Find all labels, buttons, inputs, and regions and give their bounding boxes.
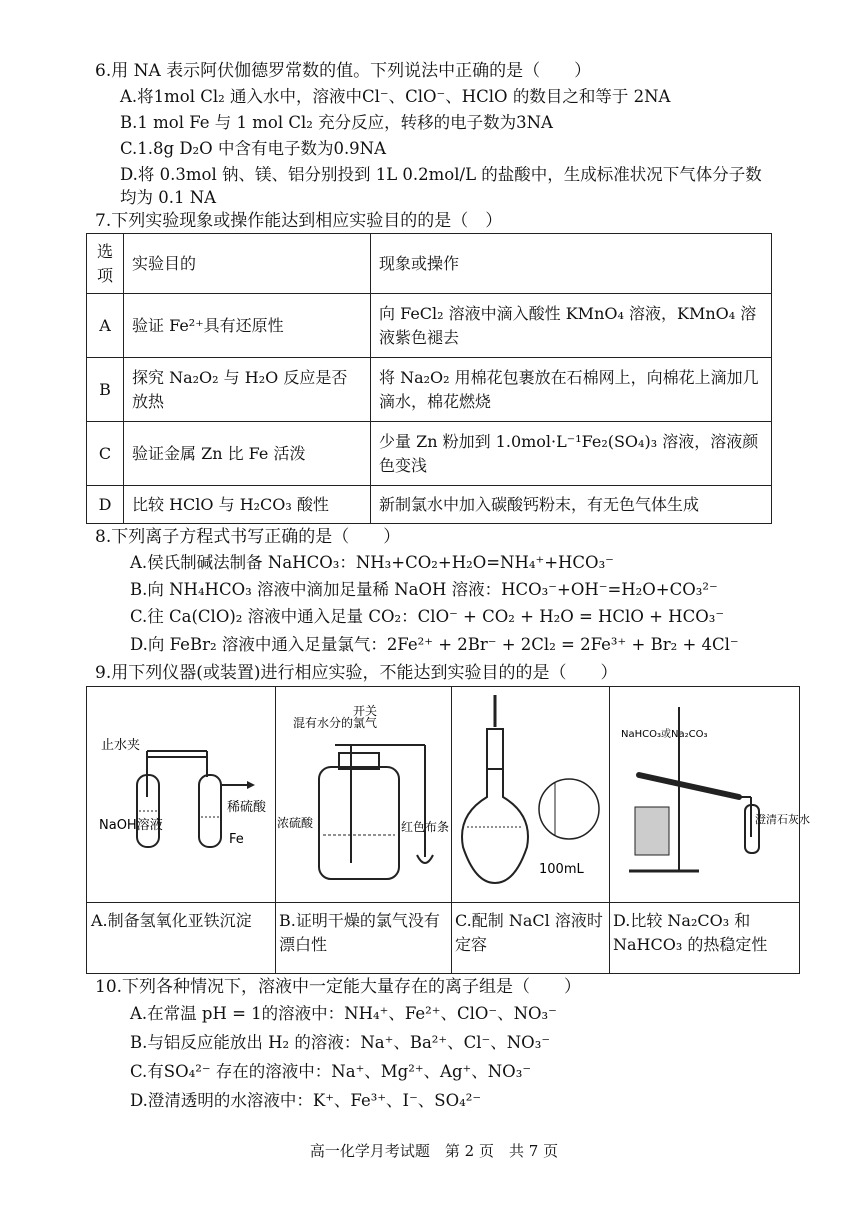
q8-stem: 8.下列离子方程式书写正确的是（ ） <box>95 527 401 547</box>
table-cell-operation: 新制氯水中加入碳酸钙粉末，有无色气体生成 <box>371 486 772 524</box>
q9-figure-panel <box>86 686 810 974</box>
label-acid: 稀硫酸 <box>227 800 267 815</box>
table-cell-operation: 向 FeCl₂ 溶液中滴入酸性 KMnO₄ 溶液，KMnO₄ 溶液紫色褪去 <box>371 294 772 358</box>
table-cell-option: B <box>87 358 124 422</box>
figure-c <box>451 687 610 973</box>
q8-option-a: A.侯氏制碱法制备 NaHCO₃：NH₃+CO₂+H₂O=NH₄⁺+HCO₃⁻ <box>130 553 614 572</box>
figure-d <box>609 687 810 973</box>
q8-option-b: B.向 NH₄HCO₃ 溶液中滴加足量稀 NaOH 溶液：HCO₃⁻+OH⁻=H₂O+CO₃²⁻ <box>130 580 718 599</box>
label-gas: 混有水分的氯气 <box>293 716 378 730</box>
label-clamp: 止水夹 <box>101 738 141 753</box>
figure-a <box>87 687 276 973</box>
table-cell-operation: 将 Na₂O₂ 用棉花包裹放在石棉网上，向棉花上滴加几滴水，棉花燃烧 <box>371 358 772 422</box>
figure-b <box>275 687 452 973</box>
label-limewater: 澄清石灰水 <box>755 813 810 826</box>
caption-c: C.配制 NaCl 溶液时定容 <box>455 911 603 954</box>
table-cell-purpose: 验证金属 Zn 比 Fe 活泼 <box>124 422 371 486</box>
table-cell-option: C <box>87 422 124 486</box>
table-header-purpose: 实验目的 <box>124 234 371 294</box>
table-row <box>87 422 772 486</box>
q8-option-d: D.向 FeBr₂ 溶液中通入足量氯气：2Fe²⁺ + 2Br⁻ + 2Cl₂ = 2Fe³⁺ + Br₂ + 4Cl⁻ <box>130 635 739 654</box>
q6-stem: 6.用 NA 表示阿伏伽德罗常数的值。下列说法中正确的是（ ） <box>95 61 592 81</box>
label-naoh: NaOH溶液 <box>99 818 163 833</box>
table-cell-option: D <box>87 486 124 524</box>
table-header-option: 选项 <box>87 234 124 294</box>
page-footer: 高一化学月考试题 第 2 页 共 7 页 <box>309 1142 559 1160</box>
chlorine-drying-apparatus-diagram <box>275 687 451 901</box>
label-volume: 100mL <box>539 862 584 877</box>
table-cell-option: A <box>87 294 124 358</box>
caption-a: A.制备氢氧化亚铁沉淀 <box>91 911 252 930</box>
q10-option-d: D.澄清透明的水溶液中：K⁺、Fe³⁺、I⁻、SO₄²⁻ <box>130 1091 482 1110</box>
q10-option-a: A.在常温 pH = 1的溶液中：NH₄⁺、Fe²⁺、ClO⁻、NO₃⁻ <box>130 1004 557 1023</box>
table-row <box>87 486 772 524</box>
label-salt: NaHCO₃或Na₂CO₃ <box>621 729 708 740</box>
table-cell-purpose: 比较 HClO 与 H₂CO₃ 酸性 <box>124 486 371 524</box>
table-header-operation: 现象或操作 <box>371 234 772 294</box>
q10-option-c: C.有SO₄²⁻ 存在的溶液中：Na⁺、Mg²⁺、Ag⁺、NO₃⁻ <box>130 1062 532 1081</box>
table-cell-purpose: 验证 Fe²⁺具有还原性 <box>124 294 371 358</box>
q8-option-c: C.往 Ca(ClO)₂ 溶液中通入足量 CO₂：ClO⁻ + CO₂ + H₂O = HClO + HCO₃⁻ <box>130 607 725 626</box>
ferrous-hydroxide-apparatus-diagram <box>87 687 275 901</box>
table-cell-purpose: 探究 Na₂O₂ 与 H₂O 反应是否放热 <box>124 358 371 422</box>
label-switch: 开关 <box>353 704 378 718</box>
table-header-row <box>87 234 772 294</box>
q7-stem: 7.下列实验现象或操作能达到相应实验目的的是（ ） <box>95 211 503 231</box>
q7-table <box>86 233 772 524</box>
caption-b: B.证明干燥的氯气没有漂白性 <box>279 911 440 954</box>
table-row <box>87 358 772 422</box>
q6-option-c: C.1.8g D₂O 中含有电子数为0.9NA <box>120 139 387 158</box>
volumetric-flask-diagram <box>451 687 609 901</box>
table-row <box>87 294 772 358</box>
label-acid: 浓硫酸 <box>277 816 314 830</box>
q6-option-a: A.将1mol Cl₂ 通入水中，溶液中Cl⁻、ClO⁻、HClO 的数目之和等于 2NA <box>120 87 671 106</box>
table-cell-operation: 少量 Zn 粉加到 1.0mol·L⁻¹Fe₂(SO₄)₃ 溶液，溶液颜色变浅 <box>371 422 772 486</box>
q6-option-d: D.将 0.3mol 钠、镁、铝分别投到 1L 0.2mol/L 的盐酸中，生成标准状况下气体分子数 <box>120 165 762 184</box>
thermal-stability-apparatus-diagram <box>609 687 810 901</box>
label-cloth: 红色布条 <box>401 820 450 834</box>
q6-option-b: B.1 mol Fe 与 1 mol Cl₂ 充分反应，转移的电子数为3NA <box>120 113 553 132</box>
q9-stem: 9.用下列仪器(或装置)进行相应实验，不能达到实验目的的是（ ） <box>95 663 618 683</box>
q6-option-d-cont: 均为 0.1 NA <box>120 188 217 207</box>
label-fe: Fe <box>229 832 244 847</box>
caption-d: D.比较 Na₂CO₃ 和 NaHCO₃ 的热稳定性 <box>613 911 768 954</box>
q10-stem: 10.下列各种情况下，溶液中一定能大量存在的离子组是（ ） <box>95 977 582 997</box>
q10-option-b: B.与铝反应能放出 H₂ 的溶液：Na⁺、Ba²⁺、Cl⁻、NO₃⁻ <box>130 1033 551 1052</box>
